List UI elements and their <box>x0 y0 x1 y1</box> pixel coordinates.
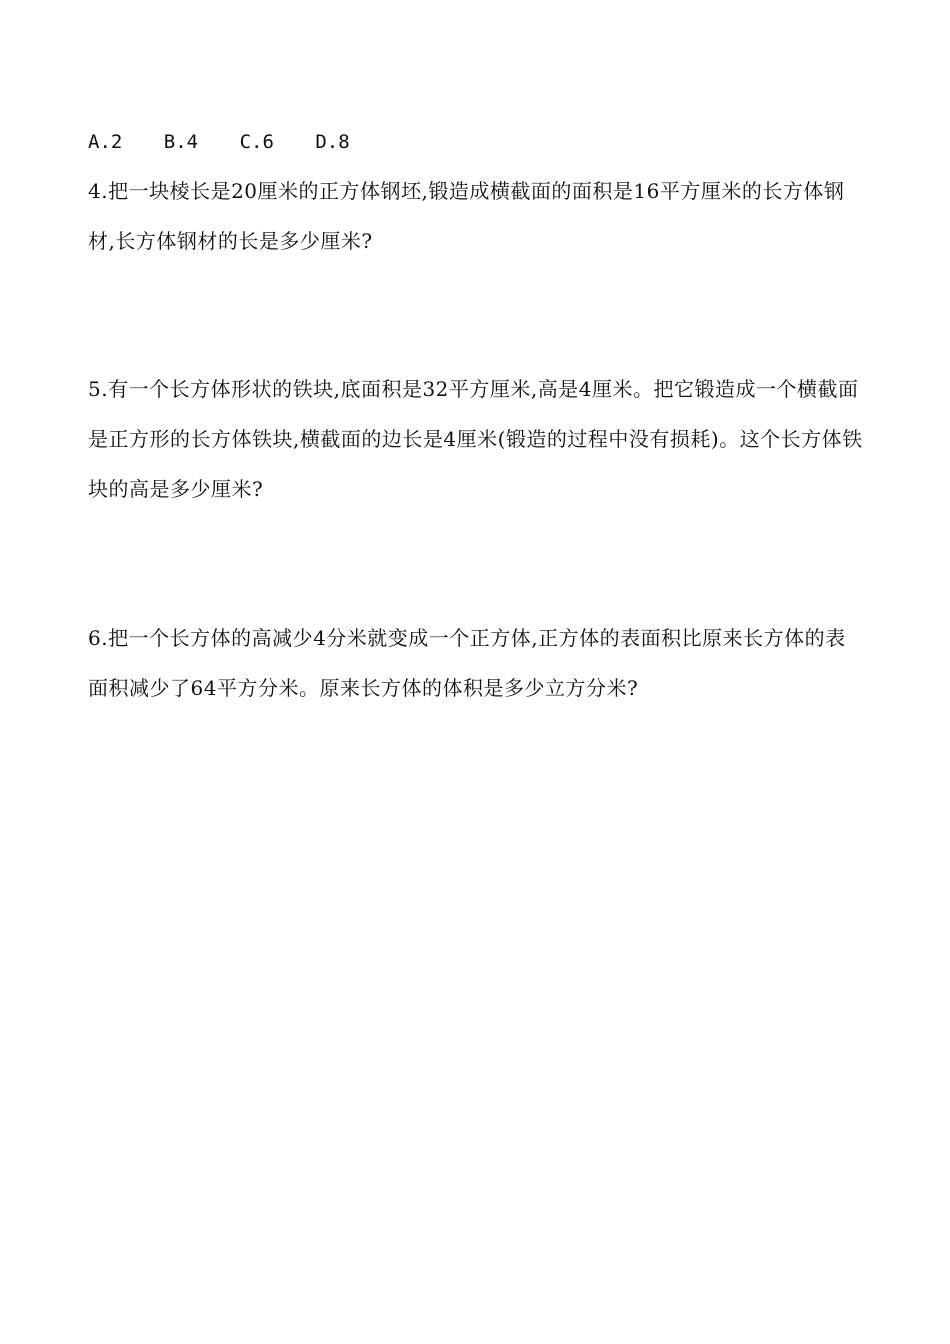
option-c: C.6 <box>239 131 274 153</box>
option-d: D.8 <box>315 131 350 153</box>
question-6: 6.把一个长方体的高减少4分米就变成一个正方体,正方体的表面积比原来长方体的表面积减少了64平方分米。原来长方体的体积是多少立方分米? <box>88 626 846 700</box>
question-5: 5.有一个长方体形状的铁块,底面积是32平方厘米,高是4厘米。把它锻造成一个横截面是正方形的长方体铁块,横截面的边长是4厘米(锻造的过程中没有损耗)。这个长方体铁块的高是多少厘米? <box>88 377 863 501</box>
answer-options <box>88 128 350 156</box>
question-4: 4.把一块棱长是20厘米的正方体钢坯,锻造成横截面的面积是16平方厘米的长方体钢材,长方体钢材的长是多少厘米? <box>88 179 845 253</box>
option-b: B.4 <box>163 131 199 153</box>
option-a: A.2 <box>88 131 123 153</box>
